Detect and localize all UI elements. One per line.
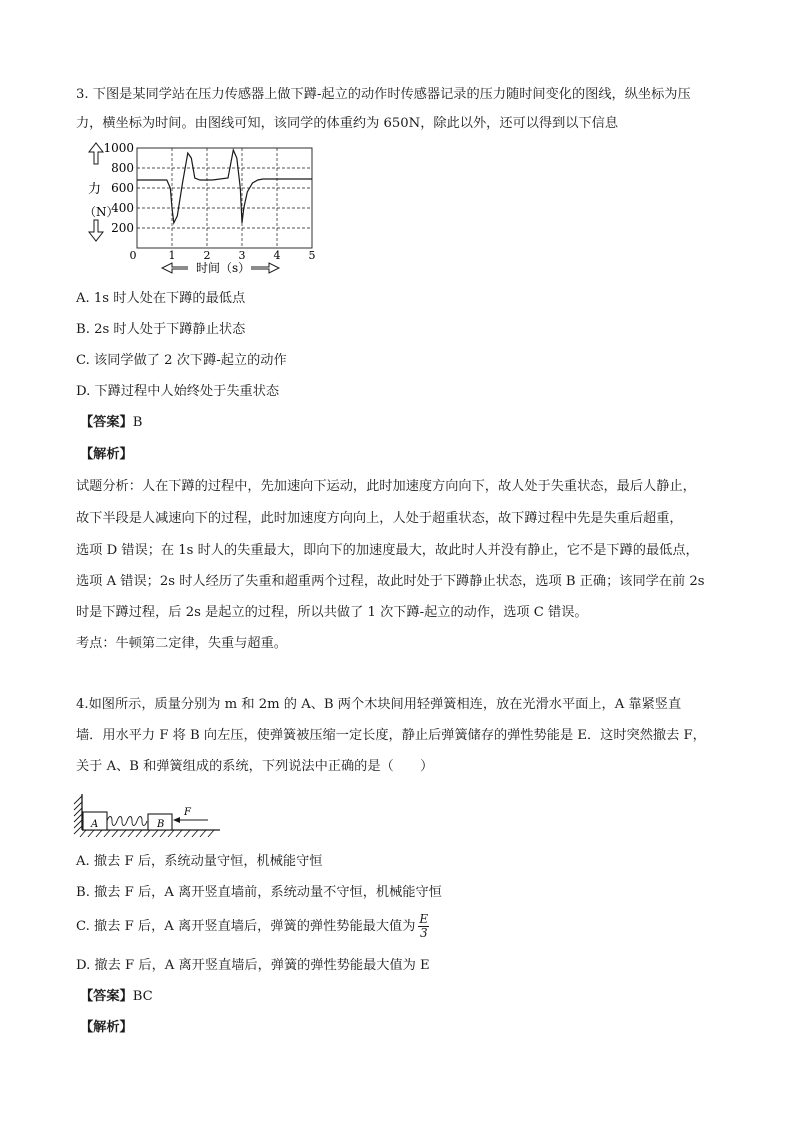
q3-option-a: A. 1s 时人处在下蹲的最低点	[76, 291, 246, 306]
down-arrow-icon	[89, 220, 103, 241]
x-tick-label: 0	[129, 249, 137, 262]
x-axis-label	[162, 260, 279, 275]
chart-y-ticks	[103, 141, 134, 235]
y-tick-label: 600	[111, 181, 134, 195]
up-arrow-icon	[89, 143, 103, 164]
q3-analysis-line5: 时是下蹲过程，后 2s 是起立的过程，所以共做了 1 次下蹲-起立的动作，选项 C 错误。	[76, 605, 588, 620]
q3-analysis-line1: 试题分析：人在下蹲的过程中，先加速向下运动，此时加速度方向向下，故人处于失重状态，最后人静止，	[76, 479, 696, 494]
q4-option-c-fraction	[418, 913, 429, 940]
q3-analysis-line4: 选项 A 错误；2s 时人经历了失重和超重两个过程，故此时处于下蹲静止状态，选项 B 正确；该同学在前 2s	[76, 574, 705, 589]
wall-hatch	[74, 796, 82, 834]
q4-answer-value: BC	[132, 989, 153, 1004]
x-tick-label: 3	[238, 249, 246, 262]
chart-frame	[137, 148, 312, 248]
q4-stem-line1: 4.如图所示，质量分别为 m 和 2m 的 A、B 两个木块间用轻弹簧相连，放在光滑水平面上，A 靠紧竖直	[76, 697, 682, 712]
x-tick-label: 2	[203, 249, 211, 262]
x-axis-label-text: 时间（s）	[196, 261, 251, 275]
force-arrow-head-icon	[173, 817, 180, 823]
left-arrow-icon	[162, 263, 188, 273]
force-series-line	[137, 150, 312, 223]
q4-stem-line3: 关于 A、B 和弹簧组成的系统，下列说法中正确的是（ ）	[76, 759, 434, 774]
floor-hatch	[80, 830, 214, 837]
q3-analysis-heading	[80, 446, 133, 464]
chart-grid	[137, 148, 312, 248]
spring-block-figure	[70, 790, 225, 848]
y-axis-label-char1: 力	[88, 182, 102, 197]
q4-option-d: D. 撤去 F 后，A 离开竖直墙后，弹簧的弹性势能最大值为 E	[76, 958, 430, 973]
q4-option-a: A. 撤去 F 后，系统动量守恒，机械能守恒	[76, 854, 323, 869]
q4-option-b: B. 撤去 F 后，A 离开竖直墙前，系统动量不守恒，机械能守恒	[76, 885, 442, 900]
y-tick-label: 200	[111, 221, 134, 235]
q3-answer	[80, 414, 142, 432]
y-tick-label: 800	[111, 161, 134, 175]
q4-answer	[80, 988, 153, 1006]
spring-block-svg	[70, 790, 225, 844]
y-tick-label: 1000	[103, 141, 134, 155]
y-axis-label-char2: （N）	[84, 205, 119, 219]
q3-stem-line1: 3. 下图是某同学站在压力传感器上做下蹲-起立的动作时传感器记录的压力随时间变化的图线，纵坐标为压	[76, 87, 691, 102]
q3-analysis-line3: 选项 D 错误；在 1s 时人的失重最大，即向下的加速度最大，故此时人并没有静止，它不是下蹲的最低点，	[76, 543, 699, 558]
x-tick-label: 1	[168, 249, 176, 262]
x-tick-label: 5	[308, 249, 316, 262]
force-time-chart	[84, 140, 324, 279]
q3-option-c: C. 该同学做了 2 次下蹲-起立的动作	[76, 353, 287, 368]
block-a-label: A	[91, 819, 99, 830]
spring-coil	[107, 817, 147, 826]
y-tick-label: 400	[111, 201, 134, 215]
fraction-denominator: 3	[419, 926, 428, 940]
q3-analysis-line2: 故下半段是人减速向下的过程，此时加速度方向向上，人处于超重状态，故下蹲过程中先是失重后超重，	[76, 511, 683, 526]
block-b-label: B	[157, 819, 165, 830]
right-arrow-icon	[251, 263, 279, 273]
q3-answer-value: B	[132, 415, 143, 430]
x-tick-label: 4	[273, 249, 281, 262]
force-time-chart-svg	[84, 140, 324, 275]
fraction-numerator: E	[419, 912, 429, 926]
q3-option-d: D. 下蹲过程中人始终处于失重状态	[76, 384, 280, 399]
q3-kaodian: 考点：牛顿第二定律，失重与超重。	[76, 636, 287, 651]
q3-analysis-label: 【解析】	[80, 447, 133, 462]
force-label: F	[184, 807, 191, 818]
q4-analysis-heading	[80, 1019, 133, 1037]
q3-stem-line2: 力，横坐标为时间。由图线可知，该同学的体重约为 650N，除此以外，还可以得到以下信息	[76, 116, 619, 131]
q3-answer-label: 【答案】	[80, 415, 133, 430]
q4-option-c-text: C. 撤去 F 后，A 离开竖直墙后，弹簧的弹性势能最大值为	[76, 919, 416, 934]
q4-stem-line2: 墙．用水平力 F 将 B 向左压，使弹簧被压缩一定长度，静止后弹簧储存的弹性势能是 E．这时突然撤去 F，	[76, 728, 706, 743]
q4-analysis-label: 【解析】	[80, 1020, 133, 1035]
q3-option-b: B. 2s 时人处于下蹲静止状态	[76, 322, 246, 337]
q4-option-c	[76, 912, 429, 942]
q4-answer-label: 【答案】	[80, 989, 133, 1004]
